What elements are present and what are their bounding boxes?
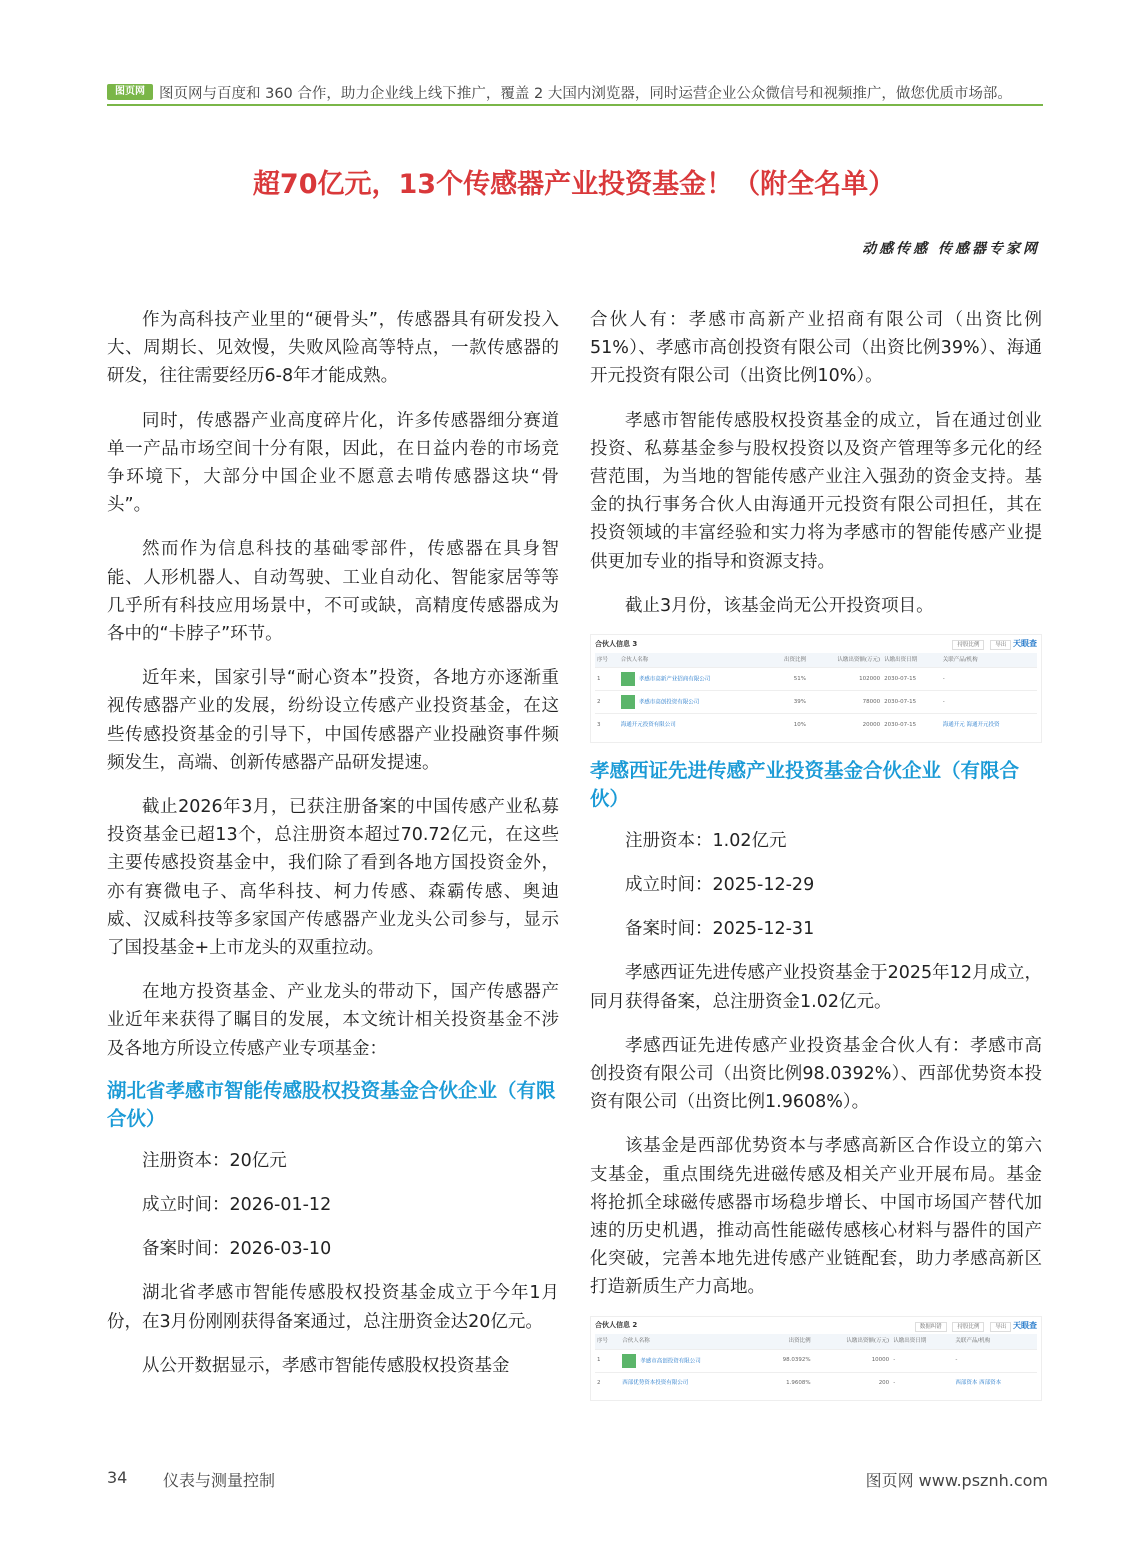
article-title: 超70亿元，13个传感器产业投资基金！（附全名单） <box>252 169 896 200</box>
established-date: 成立时间：2026-01-12 <box>142 1195 332 1216</box>
col-header: 出资比例 <box>767 653 808 668</box>
top-banner <box>107 80 1043 106</box>
cell: - <box>941 668 1037 691</box>
cell: 2030-07-15 <box>882 668 941 691</box>
cell: 78000 <box>808 691 882 714</box>
page-number: 34 <box>107 1468 128 1487</box>
cell: 2 <box>595 1372 620 1394</box>
col-header: 认缴出资日期 <box>891 1334 953 1349</box>
company-logo-icon <box>621 695 635 709</box>
table-row <box>595 714 1037 736</box>
company-logo-icon <box>621 672 635 686</box>
cell: - <box>941 691 1037 714</box>
filing-date: 备案时间：2025-12-31 <box>625 919 815 940</box>
export-button[interactable]: 导出 <box>990 640 1011 650</box>
col-header: 认缴出资额(万元) <box>808 653 882 668</box>
banner-text: 图页网与百度和 360 合作，助力企业线上线下推广，覆盖 2 大国内浏览器，同时运营企业公众微信号和视频推广，做您优质市场部。 <box>159 85 1012 102</box>
table-row <box>595 691 1037 714</box>
col-header: 序号 <box>595 653 619 668</box>
byline: 动感传感 传感器专家网 <box>862 241 1040 257</box>
registered-capital: 注册资本：20亿元 <box>142 1150 287 1171</box>
col-header: 合伙人名称 <box>620 1334 759 1349</box>
col-header: 合伙人名称 <box>619 653 767 668</box>
partner-link[interactable]: 孝感市高创投资有限公司 <box>638 699 700 706</box>
paragraph: 同时，传感器产业高度碎片化，许多传感器细分赛道单一产品市场空间十分有限，因此，在日益内卷的市场竞争环境下，大部分中国企业不愿意去啃传感器这块“骨头”。 <box>107 410 559 516</box>
share-ratio-button[interactable]: 持股比例 <box>952 640 984 650</box>
cell: 51% <box>767 668 808 691</box>
cell: 98.0392% <box>759 1349 813 1372</box>
site-footer: 图页网 www.psznh.com <box>865 1471 1048 1490</box>
col-header: 关联产品/机构 <box>953 1334 1037 1349</box>
cell: 1 <box>595 1349 620 1372</box>
paragraph: 孝感西证先进传感产业投资基金于2025年12月成立，同月获得备案，总注册资金1.02亿元。 <box>590 963 1042 1012</box>
col-header: 出资比例 <box>759 1334 813 1349</box>
cell: 3 <box>595 714 619 736</box>
related-link[interactable]: 海通开元 海通开元投资 <box>941 714 1037 736</box>
col-header: 关联产品/机构 <box>941 653 1037 668</box>
paragraph: 该基金是西部优势资本与孝感高新区合作设立的第六支基金，重点围绕先进磁传感及相关产业开展布局。基金将抢抓全球磁传感器市场稳步增长、中国市场国产替代加速的历史机遇，推动高性能磁传感核心材料与器件的国产化突破，完善本地先进传感产业链配套，助力孝感高新区打造新质生产力高地。 <box>590 1136 1042 1298</box>
col-header: 认缴出资日期 <box>882 653 941 668</box>
share-ratio-button[interactable]: 持股比例 <box>952 1322 984 1332</box>
cell: 2030-07-15 <box>882 714 941 736</box>
section-heading: 孝感西证先进传感产业投资基金合伙企业（有限合伙） <box>590 758 1020 810</box>
paragraph: 合伙人有：孝感市高新产业招商有限公司（出资比例51%）、孝感市高创投资有限公司（出资比例39%）、海通开元投资有限公司（出资比例10%）。 <box>590 310 1042 387</box>
cell: 102000 <box>808 668 882 691</box>
cell: - <box>891 1349 953 1372</box>
cell: - <box>891 1372 953 1394</box>
cell: 200 <box>813 1372 892 1394</box>
cell: - <box>953 1349 1037 1372</box>
established-date: 成立时间：2025-12-29 <box>625 874 815 895</box>
paragraph: 作为高科技产业里的“硬骨头”，传感器具有研发投入大、周期长、见效慢，失败风险高等特点，一款传感器的研发，往往需要经历6-8年才能成熟。 <box>107 310 559 387</box>
site-logo: 图页网 <box>107 84 153 100</box>
paragraph: 截止2026年3月，已获注册备案的中国传感产业私募投资基金已超13个，总注册资本超过70.72亿元，在这些主要传感投资基金中，我们除了看到各地方国投资金外，亦有赛微电子、高华科技、柯力传感、森霸传感、奥迪威、汉威科技等多家国产传感器产业龙头公司参与，显示了国投基金+上市龙头的双重拉动。 <box>107 797 559 959</box>
data-correction-button[interactable]: 数据纠错 <box>915 1322 947 1332</box>
col-header: 认缴出资额(万元) <box>813 1334 892 1349</box>
partner-link[interactable]: 孝感市高新产业招商有限公司 <box>638 676 711 683</box>
paragraph: 然而作为信息科技的基础零部件，传感器在具身智能、人形机器人、自动驾驶、工业自动化、智能家居等等几乎所有科技应用场景中，不可或缺，高精度传感器成为各中的“卡脖子”环节。 <box>107 539 559 645</box>
cell: 2030-07-15 <box>882 691 941 714</box>
cell: 20000 <box>808 714 882 736</box>
partner-table-1 <box>590 634 1042 743</box>
paragraph: 近年来，国家引导“耐心资本”投资，各地方亦逐渐重视传感器产业的发展，纷纷设立传感产业投资基金，在这些传感投资基金的引导下，中国传感器产业投融资事件频频发生，高端、创新传感器产品研发提速。 <box>107 668 559 773</box>
company-logo-icon <box>622 1354 636 1368</box>
tianyancha-logo: 天眼查 <box>1013 1320 1037 1330</box>
cell: 10% <box>767 714 808 736</box>
cell: 10000 <box>813 1349 892 1372</box>
partner-link[interactable]: 孝感市高创投资有限公司 <box>640 1358 701 1365</box>
left-column <box>107 306 559 1396</box>
paragraph: 孝感市智能传感股权投资基金的成立，旨在通过创业投资、私募基金参与股权投资以及资产管理等多元化的经营范围，为当地的智能传感产业注入强劲的资金支持。基金的执行事务合伙人由海通开元投资有限公司担任，其在投资领域的丰富经验和实力将为孝感市的智能传感产业提供更加专业的指导和资源支持。 <box>590 410 1042 572</box>
partner-link[interactable]: 海通开元投资有限公司 <box>620 721 676 728</box>
right-column <box>590 306 1042 1417</box>
col-header: 序号 <box>595 1334 620 1349</box>
paragraph: 截止3月份，该基金尚无公开投资项目。 <box>625 595 934 616</box>
cell: 2 <box>595 691 619 714</box>
journal-name: 仪表与测量控制 <box>163 1471 276 1490</box>
partner-link[interactable]: 西部优势资本投资有限公司 <box>622 1380 689 1387</box>
paragraph: 在地方投资基金、产业龙头的带动下，国产传感器产业近年来获得了瞩目的发展，本文统计相关投资基金不涉及各地方所设立传感产业专项基金： <box>107 982 559 1059</box>
export-button[interactable]: 导出 <box>990 1322 1011 1332</box>
partner-table-2 <box>590 1316 1042 1402</box>
filing-date: 备案时间：2026-03-10 <box>142 1239 332 1260</box>
registered-capital: 注册资本：1.02亿元 <box>625 830 787 851</box>
paragraph: 从公开数据显示，孝感市智能传感股权投资基金 <box>142 1355 510 1376</box>
table-title: 合伙人信息 2 <box>595 1321 638 1330</box>
table-row <box>595 1372 1037 1394</box>
section-heading: 湖北省孝感市智能传感股权投资基金合伙企业（有限合伙） <box>107 1078 556 1130</box>
tianyancha-logo: 天眼查 <box>1013 639 1037 649</box>
cell: 1 <box>595 668 619 691</box>
cell: 1.9608% <box>759 1372 813 1394</box>
paragraph: 孝感西证先进传感产业投资基金合伙人有：孝感市高创投资有限公司（出资比例98.0392%）、西部优势资本投资有限公司（出资比例1.9608%）。 <box>590 1035 1042 1113</box>
cell: 39% <box>767 691 808 714</box>
paragraph: 湖北省孝感市智能传感股权投资基金成立于今年1月份，在3月份刚刚获得备案通过，总注册资金达20亿元。 <box>107 1283 559 1332</box>
table-row <box>595 668 1037 691</box>
related-link[interactable]: 西部资本 西部资本 <box>953 1372 1037 1394</box>
table-row <box>595 1349 1037 1372</box>
table-title: 合伙人信息 3 <box>595 639 638 648</box>
